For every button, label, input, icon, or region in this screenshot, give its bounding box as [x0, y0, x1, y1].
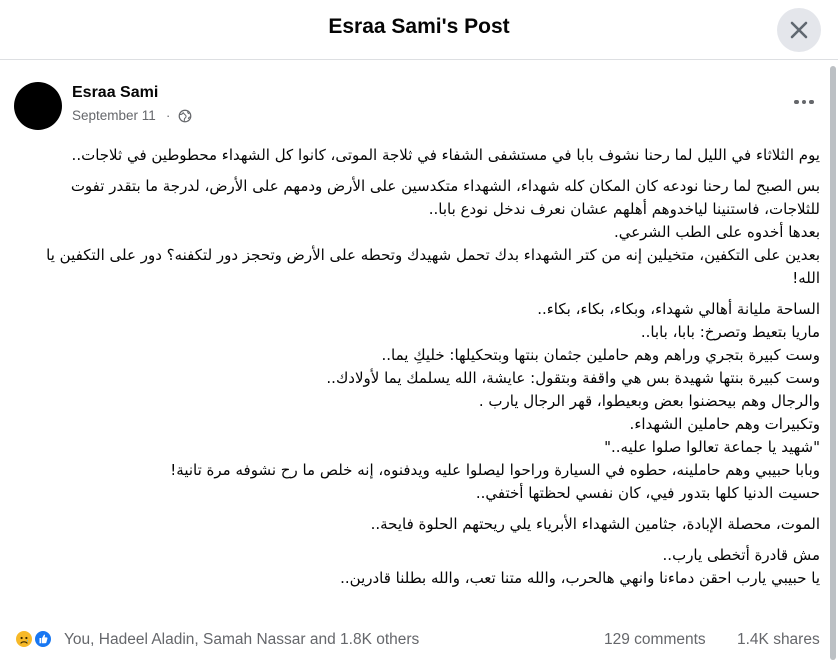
- reactions-summary-link[interactable]: You, Hadeel Aladin, Samah Nassar and 1.8K others: [64, 631, 420, 648]
- more-dot: [802, 100, 807, 105]
- sad-reaction-icon[interactable]: [14, 629, 34, 649]
- close-button[interactable]: [777, 8, 821, 52]
- post-text: [14, 144, 820, 624]
- post-paragraph: الساحة مليانة أهالي شهداء، وبكاء، بكاء، بكاء..: [537, 300, 820, 318]
- close-icon: [789, 20, 809, 40]
- thumbs-up-glyph: [35, 631, 51, 647]
- post-paragraph: يوم الثلاثاء في الليل لما رحنا نشوف بابا في مستشفى الشفاء في ثلاجة الموتى، كانوا كل الشهداء محطوطين في ثلاجات..: [71, 146, 820, 164]
- author-avatar[interactable]: [14, 82, 62, 130]
- dialog-title: Esraa Sami's Post: [328, 15, 510, 38]
- post-paragraph: وبابا حبيبي وهم حاملينه، حطوه في السيارة وراحوا ليصلوا عليه ويدفنوه، إنه خلص ما رح نشوفه مرة تانية!: [170, 461, 820, 479]
- meta-separator: ·: [166, 108, 171, 123]
- shares-count-link[interactable]: 1.4K shares: [737, 631, 820, 648]
- post-paragraph: بعدها أخدوه على الطب الشرعي.: [613, 223, 820, 241]
- more-dot: [809, 100, 814, 105]
- dialog-header: [0, 0, 838, 60]
- post-paragraph: وتكبيرات وهم حاملين الشهداء.: [629, 415, 820, 433]
- post-paragraph: والرجال وهم بيحضنوا بعض وبعيطوا، قهر الرجال يارب .: [478, 392, 820, 410]
- post-paragraph: حسيت الدنيا كلها بتدور فيي، كان نفسي لحظتها أختفي..: [475, 484, 820, 502]
- post-paragraph: مش قادرة أتخطى يارب..: [662, 546, 820, 564]
- more-horizontal-icon: [794, 100, 799, 105]
- post-paragraph: وست كبيرة بتجري وراهم وهم حاملين جثمان بنتها وبتحكيلها: خليكِ يما..: [381, 346, 820, 364]
- like-reaction-icon[interactable]: [33, 629, 53, 649]
- post-paragraph: وست كبيرة بنتها شهيدة بس هي واقفة وبتقول: عايشة، الله يسلمك يما لأولادك..: [326, 369, 820, 387]
- post-paragraph: الموت، محصلة الإبادة، جثامين الشهداء الأبرياء يلي ريحتهم الحلوة فايحة..: [370, 515, 820, 533]
- comments-count-link[interactable]: 129 comments: [604, 631, 706, 648]
- globe-icon: [178, 109, 192, 123]
- author-name-link[interactable]: Esraa Sami: [72, 84, 159, 101]
- post-paragraph: بس الصبح لما رحنا نودعه كان المكان كله شهداء، الشهداء متكدسين على الأرض ودمهم على الأرض، لدرجة ما بتقدر تفوت للثلاجات، فاستنينا لياخدوهم أهلهم عشان نعرف ندخل نودع بابا..: [70, 177, 820, 218]
- post-paragraph: بعدين على التكفين، متخيلين إنه من كتر الشهداء بدك تحمل شهيدك وتحطه على الأرض وتحجز دور لتكفنه؟ دور على التكفين يا الله!: [46, 246, 820, 287]
- post-paragraph: يا حبيبي يارب احقن دماءنا وانهي هالحرب، والله متنا تعب، والله بطلنا قادرين..: [340, 569, 820, 587]
- post-date-link[interactable]: September 11: [72, 108, 156, 123]
- post-paragraph: "شهيد يا جماعة تعالوا صلوا عليه..": [604, 438, 820, 456]
- sad-face-glyph: [16, 631, 32, 647]
- scrollbar-thumb[interactable]: [830, 66, 836, 660]
- more-options-button[interactable]: [786, 88, 822, 116]
- post-paragraph: ماريا بتعيط وتصرخ: بابا، بابا..: [640, 323, 820, 341]
